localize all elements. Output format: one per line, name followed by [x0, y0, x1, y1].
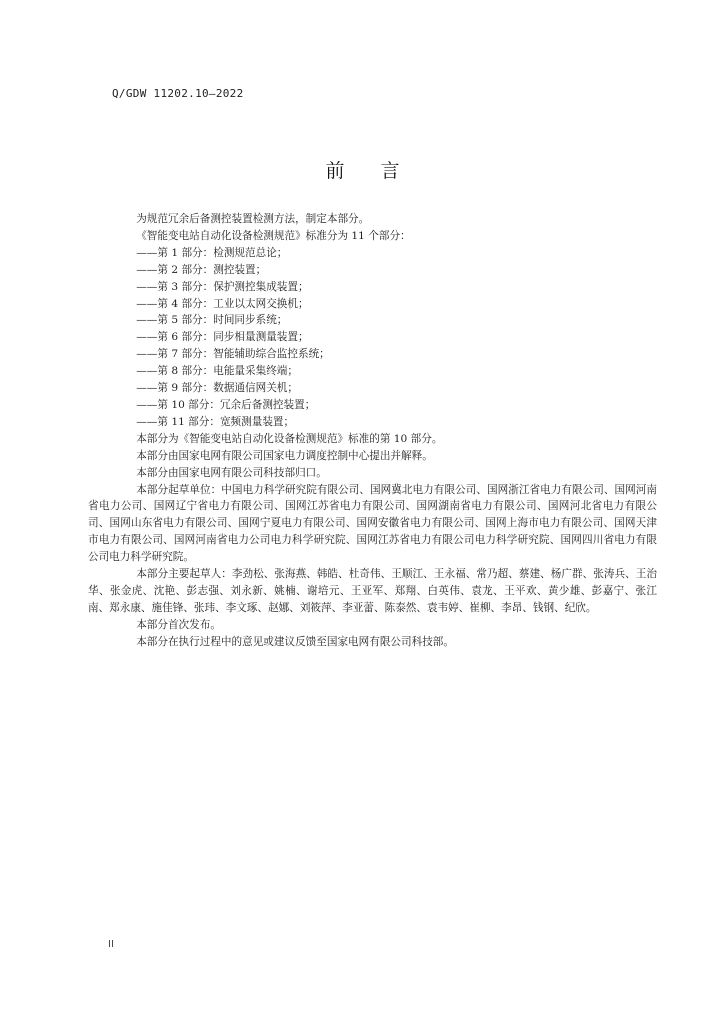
list-item: ——第 11 部分：宽频测量装置；	[136, 415, 295, 428]
proposed-by-statement: 本部分由国家电网有限公司国家电力调度控制中心提出并解释。	[136, 449, 433, 462]
list-item: ——第 9 部分：数据通信网关机；	[136, 382, 298, 395]
drafters-paragraph: 本部分主要起草人：李劲松、张海燕、韩皓、杜奇伟、王顺江、王永福、常乃超、蔡建、杨广群、张涛兵、王治华、张金虎、沈艳、彭志强、刘永新、姚楠、谢培元、王亚军、郑翔、白英伟、袁龙、王平欢、黄少雄、彭嘉宁、张江南、郑永康、施佳锋、张玮、李文琢、赵娜、刘筱萍、李亚蕾、陈泰然、袁韦婷、崔柳、李昂、钱钢、纪欣。	[88, 568, 657, 614]
foreword-body	[88, 211, 657, 651]
list-item: ——第 6 部分：同步相量测量装置；	[136, 331, 309, 344]
title-char-2: 言	[380, 160, 400, 182]
intro-parts-count: 《智能变电站自动化设备检测规范》标准分为 11 个部分：	[136, 229, 411, 242]
list-item: ——第 7 部分：智能辅助综合监控系统；	[136, 348, 330, 361]
first-release-statement: 本部分首次发布。	[136, 618, 221, 631]
part-of-statement: 本部分为《智能变电站自动化设备检测规范》标准的第 10 部分。	[136, 432, 443, 445]
list-item: ——第 4 部分：工业以太网交换机；	[136, 297, 309, 310]
drafting-units-paragraph: 本部分起草单位：中国电力科学研究院有限公司、国网冀北电力有限公司、国网浙江省电力有限公司、国网河南省电力公司、国网辽宁省电力有限公司、国网江苏省电力有限公司、国网湖南省电力有限公司、国网河北省电力有限公司、国网山东省电力有限公司、国网宁夏电力有限公司、国网安徽省电力有限公司、国网上海市电力有限公司、国网天津市电力有限公司、国网河南省电力公司电力科学研究院、国网江苏省电力有限公司电力科学研究院、国网四川省电力有限公司电力科学研究院。	[88, 483, 657, 564]
parts-list	[115, 245, 657, 431]
list-item: ——第 2 部分：测控装置；	[136, 263, 267, 276]
list-item: ——第 8 部分：电能量采集终端；	[136, 365, 298, 378]
page-title	[0, 156, 725, 183]
page-number: II	[108, 939, 114, 950]
managed-by-statement: 本部分由国家电网有限公司科技部归口。	[136, 466, 327, 479]
list-item: ——第 5 部分：时间同步系统；	[136, 314, 288, 327]
title-char-1: 前	[325, 160, 345, 182]
wide-paragraphs	[88, 482, 657, 617]
list-item: ——第 1 部分：检测规范总论；	[136, 246, 288, 259]
feedback-statement: 本部分在执行过程中的意见或建议反馈至国家电网有限公司科技部。	[136, 635, 454, 648]
list-item: ——第 3 部分：保护测控集成装置；	[136, 280, 309, 293]
intro-paragraph: 为规范冗余后备测控装置检测方法，制定本部分。	[136, 213, 370, 225]
standard-code: Q/GDW 11202.10—2022	[112, 87, 244, 100]
list-item: ——第 10 部分：冗余后备测控装置；	[136, 398, 316, 411]
